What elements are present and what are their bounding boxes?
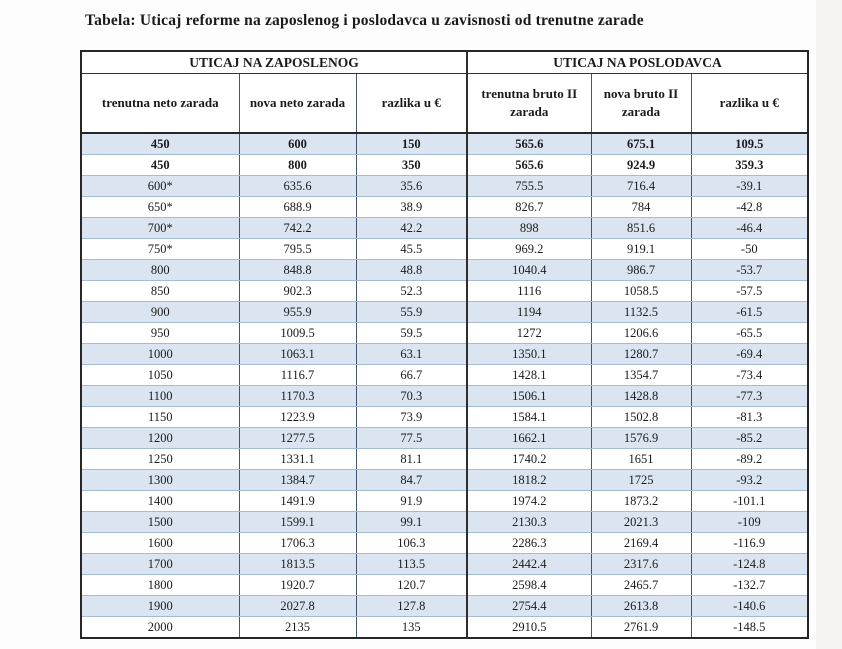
table-cell: 99.1: [356, 512, 467, 533]
salary-impact-table: [80, 50, 809, 639]
table-cell: 350: [356, 155, 467, 176]
table-cell: 1873.2: [591, 491, 691, 512]
table-cell: 2754.4: [467, 596, 591, 617]
table-cell: 1223.9: [239, 407, 356, 428]
table-cell: 70.3: [356, 386, 467, 407]
table-cell: 1331.1: [239, 449, 356, 470]
table-cell: 1116: [467, 281, 591, 302]
table-cell: 1974.2: [467, 491, 591, 512]
group-header-employer: UTICAJ NA POSLODAVCA: [467, 51, 808, 74]
table-cell: 1250: [81, 449, 239, 470]
table-cell: -81.3: [691, 407, 808, 428]
table-cell: 795.5: [239, 239, 356, 260]
table-cell: 42.2: [356, 218, 467, 239]
table-cell: 127.8: [356, 596, 467, 617]
table-cell: 1300: [81, 470, 239, 491]
table-cell: 450: [81, 133, 239, 155]
page-margin: [816, 0, 842, 649]
table-row: [81, 260, 808, 281]
table-row: [81, 554, 808, 575]
table-cell: 1058.5: [591, 281, 691, 302]
table-cell: 84.7: [356, 470, 467, 491]
table-cell: 848.8: [239, 260, 356, 281]
table-row: [81, 512, 808, 533]
group-header-employee: UTICAJ NA ZAPOSLENOG: [81, 51, 467, 74]
table-row: [81, 617, 808, 639]
table-cell: 742.2: [239, 218, 356, 239]
table-cell: -61.5: [691, 302, 808, 323]
table-cell: -85.2: [691, 428, 808, 449]
table-cell: 1428.8: [591, 386, 691, 407]
table-cell: -93.2: [691, 470, 808, 491]
table-cell: 2027.8: [239, 596, 356, 617]
table-cell: 1272: [467, 323, 591, 344]
table-row: [81, 365, 808, 386]
table-cell: 950: [81, 323, 239, 344]
table-cell: -73.4: [691, 365, 808, 386]
group-header-row: [81, 51, 808, 74]
table-cell: 1662.1: [467, 428, 591, 449]
table-cell: 66.7: [356, 365, 467, 386]
table-cell: 850: [81, 281, 239, 302]
table-cell: 1100: [81, 386, 239, 407]
table-cell: 2317.6: [591, 554, 691, 575]
table-cell: 1384.7: [239, 470, 356, 491]
table-cell: 1599.1: [239, 512, 356, 533]
table-row: [81, 155, 808, 176]
table-row: [81, 218, 808, 239]
table-cell: 1000: [81, 344, 239, 365]
table-cell: -132.7: [691, 575, 808, 596]
table-cell: 600*: [81, 176, 239, 197]
table-cell: 1706.3: [239, 533, 356, 554]
table-row: [81, 386, 808, 407]
table-row: [81, 302, 808, 323]
table-row: [81, 407, 808, 428]
table-cell: 1740.2: [467, 449, 591, 470]
table-cell: 2135: [239, 617, 356, 639]
table-cell: 1725: [591, 470, 691, 491]
table-cell: 898: [467, 218, 591, 239]
table-cell: -116.9: [691, 533, 808, 554]
table-cell: 150: [356, 133, 467, 155]
table-cell: 1150: [81, 407, 239, 428]
table-cell: 565.6: [467, 133, 591, 155]
table-cell: -39.1: [691, 176, 808, 197]
table-cell: 1428.1: [467, 365, 591, 386]
table-cell: 750*: [81, 239, 239, 260]
table-title: Tabela: Uticaj reforme na zaposlenog i poslodavca u zavisnosti od trenutne zarade: [85, 12, 644, 29]
table-cell: 2286.3: [467, 533, 591, 554]
table-cell: 1280.7: [591, 344, 691, 365]
table-cell: -57.5: [691, 281, 808, 302]
table-row: [81, 575, 808, 596]
table-cell: 784: [591, 197, 691, 218]
table-cell: 1600: [81, 533, 239, 554]
table-cell: 73.9: [356, 407, 467, 428]
table-body: [81, 133, 808, 638]
table-cell: 1116.7: [239, 365, 356, 386]
table-cell: -77.3: [691, 386, 808, 407]
table-cell: 45.5: [356, 239, 467, 260]
col-header-new-net-salary: nova neto zarada: [239, 74, 356, 134]
table-cell: 700*: [81, 218, 239, 239]
table-cell: 106.3: [356, 533, 467, 554]
col-header-new-gross2-salary: nova bruto II zarada: [591, 74, 691, 134]
table-cell: 565.6: [467, 155, 591, 176]
table-cell: 1584.1: [467, 407, 591, 428]
table-cell: -50: [691, 239, 808, 260]
table-cell: -46.4: [691, 218, 808, 239]
table-cell: 1400: [81, 491, 239, 512]
table-cell: 2130.3: [467, 512, 591, 533]
table-cell: -148.5: [691, 617, 808, 639]
table-cell: 650*: [81, 197, 239, 218]
table-row: [81, 344, 808, 365]
table-cell: -53.7: [691, 260, 808, 281]
table-cell: -101.1: [691, 491, 808, 512]
table-cell: 2169.4: [591, 533, 691, 554]
table-cell: 900: [81, 302, 239, 323]
table-row: [81, 596, 808, 617]
table-cell: 755.5: [467, 176, 591, 197]
table-cell: 919.1: [591, 239, 691, 260]
table-cell: -140.6: [691, 596, 808, 617]
table-cell: -124.8: [691, 554, 808, 575]
table-cell: 1350.1: [467, 344, 591, 365]
table-cell: 1040.4: [467, 260, 591, 281]
table-cell: 2000: [81, 617, 239, 639]
table-row: [81, 491, 808, 512]
table-cell: 35.6: [356, 176, 467, 197]
table-cell: 77.5: [356, 428, 467, 449]
table-cell: 52.3: [356, 281, 467, 302]
table-cell: 851.6: [591, 218, 691, 239]
table-cell: 800: [239, 155, 356, 176]
table-cell: 1920.7: [239, 575, 356, 596]
table-cell: 1700: [81, 554, 239, 575]
table-cell: 59.5: [356, 323, 467, 344]
table-cell: 2613.8: [591, 596, 691, 617]
col-header-current-gross2-salary: trenutna bruto II zarada: [467, 74, 591, 134]
table-cell: 986.7: [591, 260, 691, 281]
table-cell: 1009.5: [239, 323, 356, 344]
table-cell: 2598.4: [467, 575, 591, 596]
table-cell: 48.8: [356, 260, 467, 281]
table-cell: 2910.5: [467, 617, 591, 639]
table-row: [81, 239, 808, 260]
table-cell: -89.2: [691, 449, 808, 470]
table-cell: 1063.1: [239, 344, 356, 365]
table-cell: 1354.7: [591, 365, 691, 386]
col-header-current-net-salary: trenutna neto zarada: [81, 74, 239, 134]
table-cell: 109.5: [691, 133, 808, 155]
table-cell: -42.8: [691, 197, 808, 218]
table-cell: 1200: [81, 428, 239, 449]
table-row: [81, 176, 808, 197]
table-cell: 969.2: [467, 239, 591, 260]
table-cell: 1206.6: [591, 323, 691, 344]
table-row: [81, 323, 808, 344]
table-cell: 1491.9: [239, 491, 356, 512]
table-cell: 2442.4: [467, 554, 591, 575]
table-cell: 675.1: [591, 133, 691, 155]
table-cell: 1277.5: [239, 428, 356, 449]
table-cell: 955.9: [239, 302, 356, 323]
table-row: [81, 281, 808, 302]
table-header: [81, 51, 808, 133]
table-cell: 1651: [591, 449, 691, 470]
table-cell: -65.5: [691, 323, 808, 344]
table-cell: 135: [356, 617, 467, 639]
table-cell: 924.9: [591, 155, 691, 176]
table-cell: 716.4: [591, 176, 691, 197]
table-row: [81, 133, 808, 155]
table-cell: 63.1: [356, 344, 467, 365]
table-row: [81, 470, 808, 491]
table-row: [81, 428, 808, 449]
table-row: [81, 449, 808, 470]
table-cell: 2761.9: [591, 617, 691, 639]
table-cell: 91.9: [356, 491, 467, 512]
column-header-row: [81, 74, 808, 134]
table-cell: 1576.9: [591, 428, 691, 449]
table-cell: 55.9: [356, 302, 467, 323]
table-cell: -109: [691, 512, 808, 533]
table-cell: 1502.8: [591, 407, 691, 428]
table-cell: 1132.5: [591, 302, 691, 323]
table-cell: 635.6: [239, 176, 356, 197]
table-cell: 450: [81, 155, 239, 176]
table-cell: 120.7: [356, 575, 467, 596]
table-cell: 1800: [81, 575, 239, 596]
table-cell: 1818.2: [467, 470, 591, 491]
table-cell: 688.9: [239, 197, 356, 218]
table-cell: -69.4: [691, 344, 808, 365]
table-cell: 2465.7: [591, 575, 691, 596]
table-row: [81, 533, 808, 554]
col-header-difference-eur-employee: razlika u €: [356, 74, 467, 134]
table-cell: 1900: [81, 596, 239, 617]
col-header-difference-eur-employer: razlika u €: [691, 74, 808, 134]
table-cell: 1813.5: [239, 554, 356, 575]
table-cell: 826.7: [467, 197, 591, 218]
table-cell: 81.1: [356, 449, 467, 470]
table-cell: 113.5: [356, 554, 467, 575]
table-row: [81, 197, 808, 218]
table-cell: 38.9: [356, 197, 467, 218]
table-cell: 2021.3: [591, 512, 691, 533]
table-cell: 1050: [81, 365, 239, 386]
table-cell: 1500: [81, 512, 239, 533]
table-cell: 359.3: [691, 155, 808, 176]
table-cell: 1506.1: [467, 386, 591, 407]
table-cell: 1194: [467, 302, 591, 323]
table-cell: 902.3: [239, 281, 356, 302]
table-cell: 800: [81, 260, 239, 281]
table-cell: 1170.3: [239, 386, 356, 407]
table-cell: 600: [239, 133, 356, 155]
